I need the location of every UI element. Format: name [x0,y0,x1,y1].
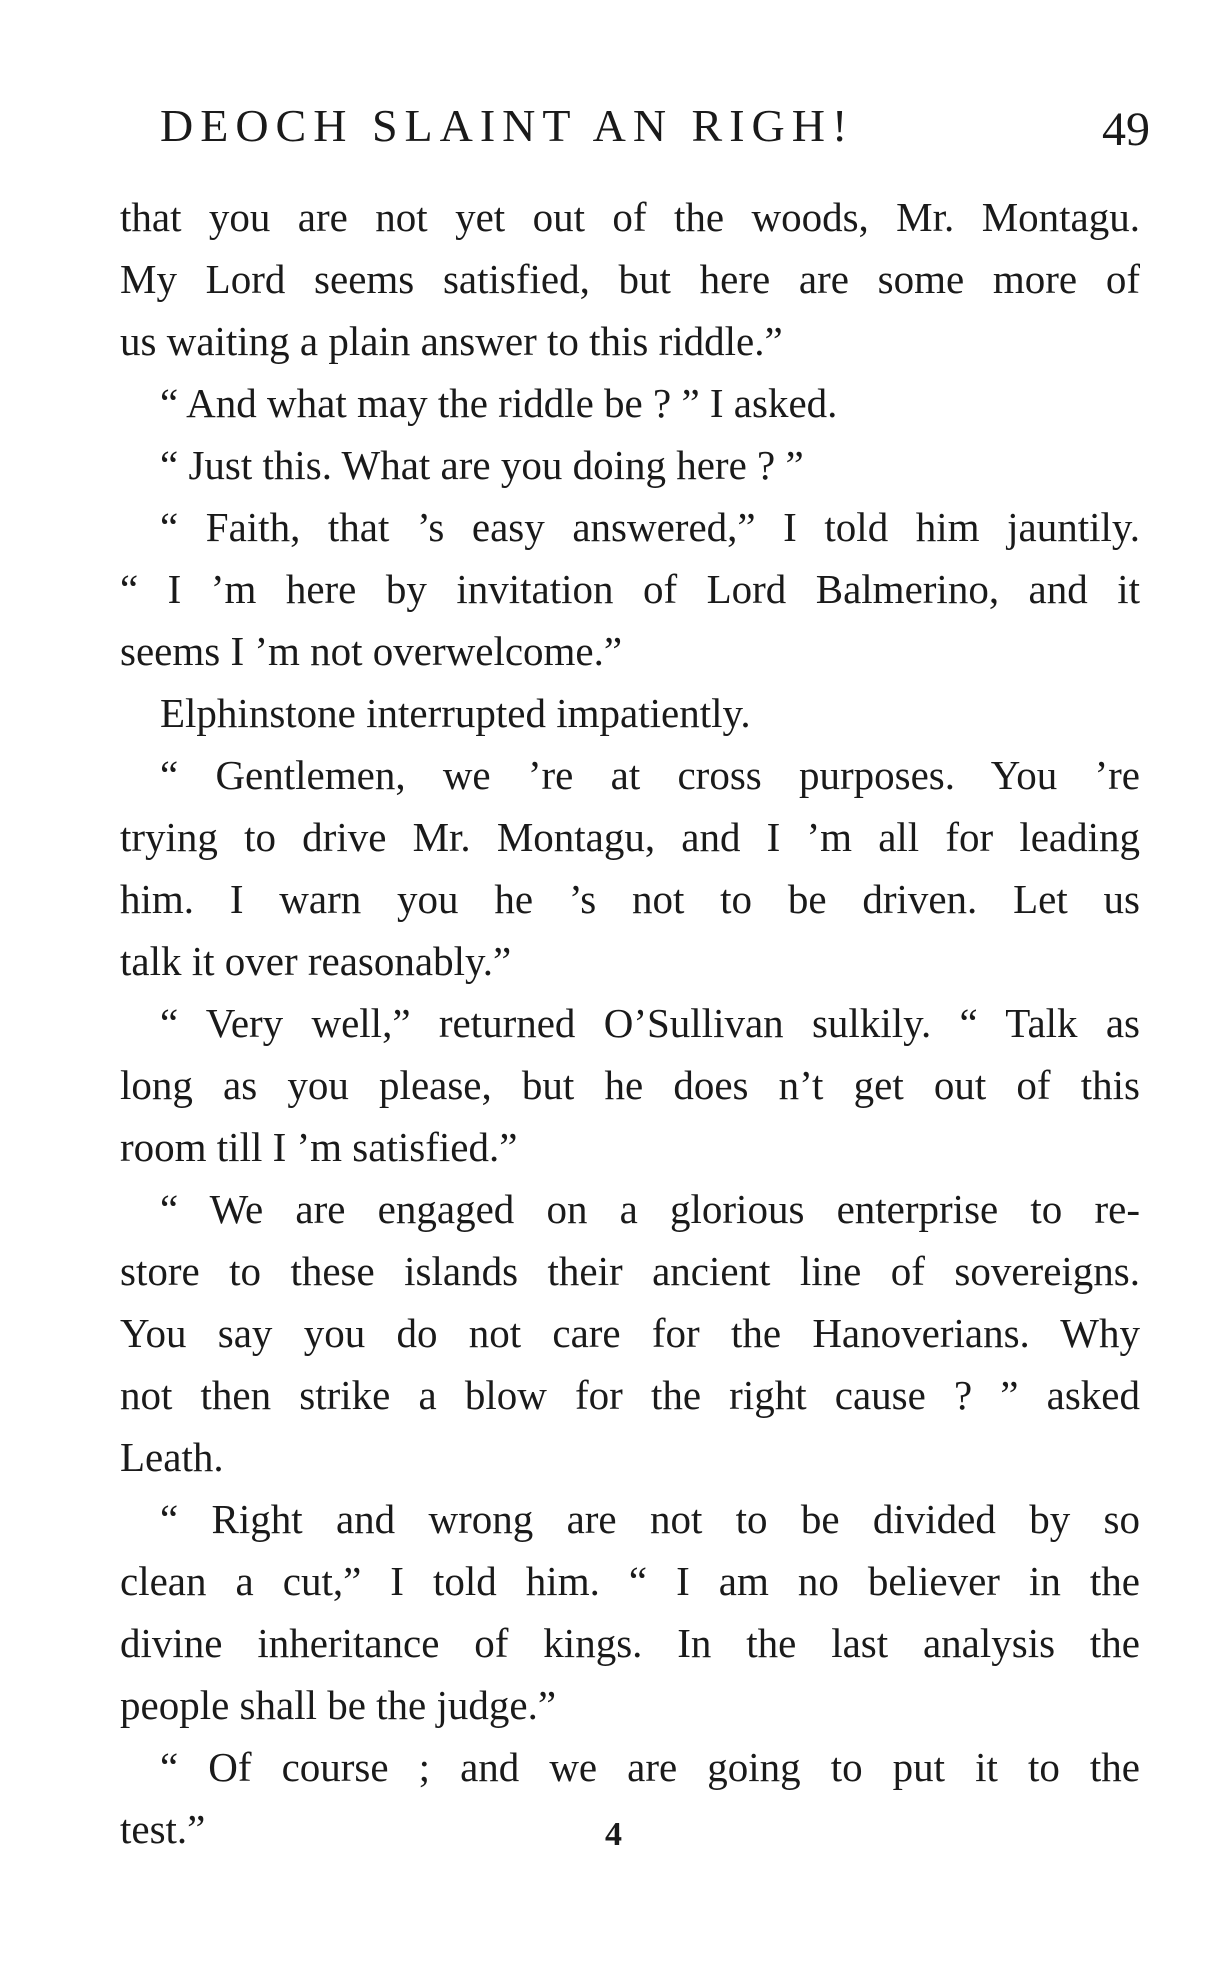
text-line: people shall be the judge.” [120,1682,557,1728]
page-number: 49 [1102,103,1150,156]
text-line: him. I warn you he ’s not to be driven. Let us [120,876,1140,922]
text-line: Elphinstone interrupted impatiently. [160,690,751,736]
running-head [160,96,1150,156]
text-line: “ Of course ; and we are going to put it to the [160,1744,1140,1790]
text-line: divine inheritance of kings. In the last analysis the [120,1620,1140,1666]
text-line: talk it over reasonably.” [120,938,512,984]
text-line: “ Just this. What are you doing here ? ” [160,442,804,488]
text-line: My Lord seems satisfied, but here are some more of [120,256,1140,302]
text-line: “ We are engaged on a glorious enterprise to re- [160,1186,1140,1232]
text-line: “ And what may the riddle be ? ” I asked. [160,380,838,426]
signature-mark: 4 [605,1816,622,1853]
body-text [120,186,1140,1860]
text-line: “ I ’m here by invitation of Lord Balmerino, and it [120,566,1140,612]
text-line: us waiting a plain answer to this riddle.” [120,318,783,364]
text-line: trying to drive Mr. Montagu, and I ’m all for leading [120,814,1140,860]
text-line: that you are not yet out of the woods, Mr. Montagu. [120,194,1140,240]
text-line: “ Right and wrong are not to be divided by so [160,1496,1140,1542]
text-line: test.” [120,1806,206,1852]
text-line: “ Faith, that ’s easy answered,” I told him jauntily. [160,504,1140,550]
running-title: DEOCH SLAINT AN RIGH! [160,100,855,151]
text-line: Leath. [120,1434,224,1480]
text-line: seems I ’m not overwelcome.” [120,628,623,674]
text-line: “ Gentlemen, we ’re at cross purposes. You ’re [160,752,1140,798]
text-line: store to these islands their ancient line of sovereigns. [120,1248,1140,1294]
text-line: room till I ’m satisfied.” [120,1124,518,1170]
text-line: You say you do not care for the Hanoverians. Why [120,1310,1140,1356]
text-line: clean a cut,” I told him. “ I am no believer in the [120,1558,1140,1604]
text-line: “ Very well,” returned O’Sullivan sulkily. “ Talk as [160,1000,1140,1046]
text-line: not then strike a blow for the right cause ? ” asked [120,1372,1140,1418]
text-line: long as you please, but he does n’t get out of this [120,1062,1140,1108]
